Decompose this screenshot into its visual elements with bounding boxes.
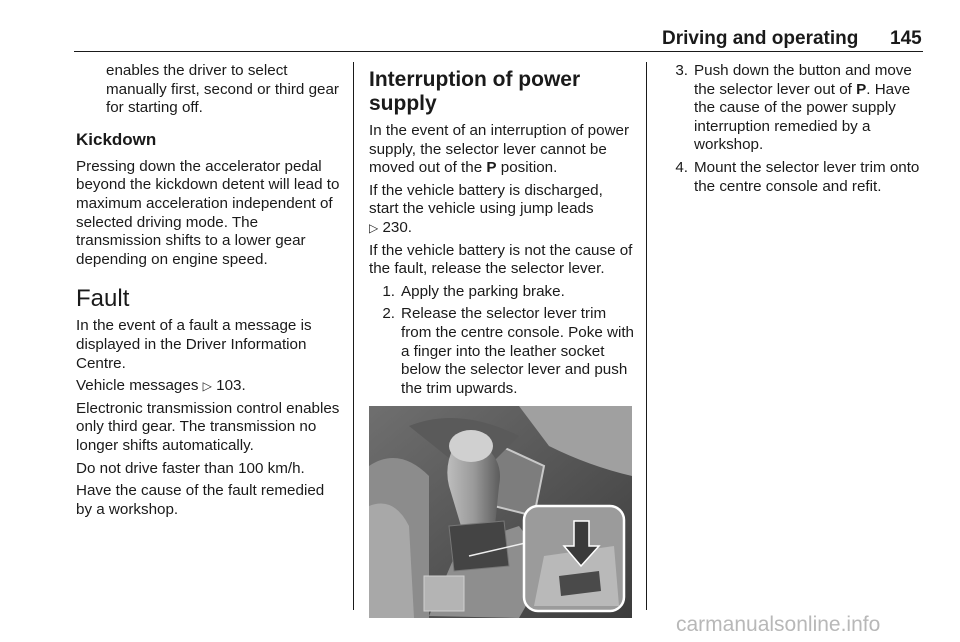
list-item — [668, 62, 930, 155]
header-rule — [74, 51, 923, 52]
step-number: 3. — [675, 62, 688, 79]
power-p1-text-end: position. — [500, 159, 558, 177]
step-text: Release the selector lever trim from the centre console. Poke with a finger into the leather socket below the selector lever and push the trim upwards. — [401, 305, 634, 397]
column-divider-2 — [646, 62, 647, 610]
vehicle-messages-page-ref[interactable]: 103. — [216, 377, 246, 395]
column-middle — [369, 62, 635, 618]
page-number: 145 — [890, 28, 922, 49]
column-left — [76, 62, 342, 523]
continued-text: enables the driver to select manually first, second or third gear for starting off. — [106, 62, 339, 117]
steps-list-1 — [369, 283, 635, 399]
fault-heading: Fault — [76, 285, 130, 313]
power-paragraph-1 — [369, 122, 635, 178]
column-divider-1 — [353, 62, 354, 610]
step-number: 4. — [675, 158, 688, 176]
power-paragraph-3: If the vehicle battery is not the cause of the fault, release the selector lever. — [369, 241, 633, 278]
page-header-title: Driving and operating — [662, 28, 859, 49]
fault-paragraph-2 — [76, 377, 342, 396]
step-number: 1. — [382, 282, 395, 300]
step-text-part: Push down the button and move the selector lever out of — [694, 62, 912, 98]
page-reference-arrow-icon: ▷ — [369, 220, 379, 235]
fault-paragraph-4: Do not drive faster than 100 km/h. — [76, 459, 305, 477]
kickdown-heading: Kickdown — [76, 129, 157, 149]
column-right — [668, 62, 930, 200]
list-item — [369, 305, 635, 398]
park-position-label: P — [856, 80, 867, 98]
step-text — [694, 62, 930, 155]
jump-leads-text: If the vehicle battery is discharged, start the vehicle using jump leads — [369, 181, 603, 218]
jump-leads-page-ref[interactable]: 230. — [382, 218, 413, 236]
list-item — [369, 283, 635, 302]
step-text-part: . Have the cause of the power supply interruption remedied by a workshop. — [694, 80, 911, 154]
park-position-label: P — [486, 159, 497, 177]
kickdown-text: Pressing down the accelerator pedal beyond the kickdown detent will lead to maximum acceleration independent of selected driving mode. The transmission shifts to a lower gear depending on engine speed. — [76, 157, 340, 268]
list-item — [668, 159, 930, 196]
steps-list-2 — [668, 62, 930, 196]
selector-lever-illustration — [369, 406, 632, 618]
step-text: Mount the selector lever trim onto the centre console and refit. — [694, 158, 920, 195]
watermark: carmanualsonline.info — [676, 613, 881, 636]
step-number: 2. — [382, 305, 395, 323]
power-paragraph-2 — [369, 182, 635, 238]
step-text: Apply the parking brake. — [401, 282, 565, 300]
power-supply-heading: Interruption of power supply — [369, 68, 581, 115]
fault-paragraph-3: Electronic transmission control enables only third gear. The transmission no longer shifts automatically. — [76, 399, 340, 454]
fault-paragraph-5: Have the cause of the fault remedied by a workshop. — [76, 482, 325, 518]
page-reference-arrow-icon: ▷ — [202, 379, 212, 394]
power-p1-text: In the event of an interruption of power supply, the selector lever cannot be moved out of the — [369, 122, 630, 177]
fault-paragraph-1: In the event of a fault a message is displayed in the Driver Information Centre. — [76, 317, 312, 372]
vehicle-messages-text: Vehicle messages — [76, 377, 199, 395]
